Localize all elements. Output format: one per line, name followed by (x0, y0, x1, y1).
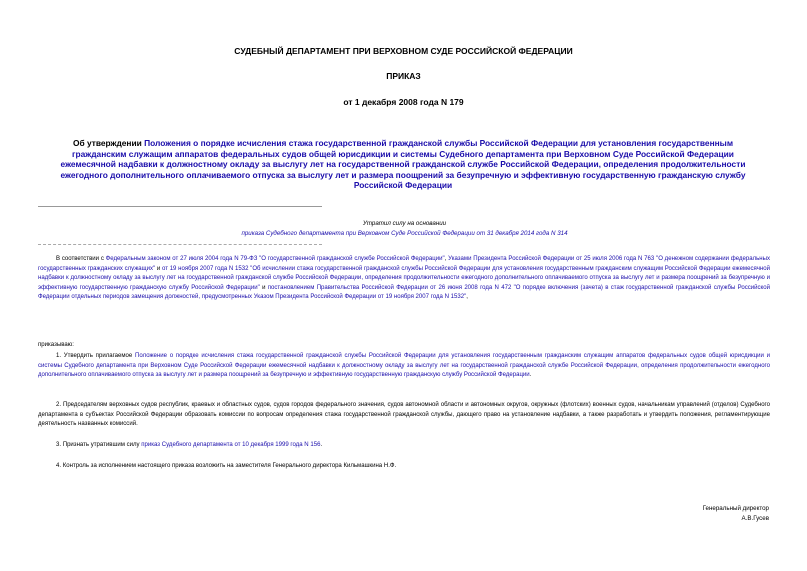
item-4-paragraph: 4. Контроль за исполнением настоящего приказа возложить на заместителя Генерального директора Кильмашкина Н.Ф. (56, 463, 397, 469)
preamble-text-2: , (444, 256, 449, 262)
item-2-paragraph: 2. Председателям верховных судов республик, краевых и областных судов, судов городов федерального значения, судов автономной области и автономных округов, окружных (флотских) военных судов, начальникам управлений (отделов) Судебного департамента в субъектах Российской Федерации образовать комиссии по вопросам определения стажа государственной гражданской службы, дающего право на установление надбавки, а также разработать и утвердить положения, регламентирующие деятельность названных комиссий. (38, 402, 770, 428)
resolution-472-link[interactable]: постановлением Правительства Российской Федерации от 26 июня 2008 года N 472 "О порядке включения (зачета) в стаж государственной гражданской службы Российской Федерации отдельных периодов замещения должностей, предусмотренных Указом Президента Российской Федерации от 19 ноября 2007 года N 1532" (38, 284, 770, 301)
title-regulation-link[interactable]: Положения о порядке исчисления стажа государственной гражданской службы Российской Федерации для установления государственным гражданским служащим аппаратов федеральных судов общей юрисдикции и системы Судебного департамента при Верховном Суде Российской Федерации ежемесячной надбавки к должностному окладу за выслугу лет на государственной гражданской службе Российской Федерации, определения продолжительности ежегодного дополнительного оплачиваемого отпуска за выслугу лет и размера поощрений за безупречную и эффективную государственную гражданскую службу Российской Федерации (60, 138, 746, 190)
decree-1532-link[interactable]: от 19 ноября 2007 года N 1532 "Об исчислении стажа государственной гражданской службы Российской Федерации для установления государственным гражданским служащим Российской Федерации ежемесячной надбавки к должностному окладу за выслугу лет на государственной гражданской службе Российской Федерации, определения продолжительности ежегодного дополнительного оплачиваемого отпуска за выслугу лет и размера поощрений за безупречную и эффективную государственную гражданскую службу Российской Федерации" (38, 265, 770, 291)
org-header: СУДЕБНЫЙ ДЕПАРТАМЕНТ ПРИ ВЕРХОВНОМ СУДЕ РОССИЙСКОЙ ФЕДЕРАЦИИ (234, 46, 573, 56)
lost-force-note (38, 219, 771, 239)
item-1-prefix: 1. Утвердить прилагаемое (56, 353, 136, 359)
preamble-text-1: В соответствии с (56, 256, 106, 262)
separator-top (38, 206, 322, 207)
item-3-paragraph (38, 441, 770, 451)
item-1-paragraph (38, 352, 770, 381)
preamble-text-3: и (155, 265, 162, 272)
item-1-regulation-link[interactable]: Положение о порядке исчисления стажа государственной гражданской службы Российской Федерации для установления государственным гражданским служащим аппаратов федеральных судов общей юрисдикции и системы Судебного департамента при Верховном Суде Российской Федерации ежемесячной надбавки к должностному окладу за выслугу лет на государственной гражданской службе Российской Федерации, определения продолжительности ежегодного дополнительного оплачиваемого отпуска за выслугу лет и размера поощрений за безупречную и эффективную государственную гражданскую службу Российской Федерации (38, 353, 770, 379)
decree-763-link[interactable]: Указами Президента Российской Федерации от 25 июля 2006 года N 763 "О денежном содержании федеральных государственных гражданских служащих" (38, 256, 770, 272)
order-word: приказываю: (38, 342, 74, 348)
federal-law-link[interactable]: Федеральным законом от 27 июля 2004 года N 79-ФЗ "О государственной гражданской службе Российской Федерации" (105, 256, 445, 262)
separator-bottom (38, 244, 322, 245)
signature-position: Генеральный директор (702, 505, 769, 512)
doc-date-number: от 1 декабря 2008 года N 179 (343, 97, 464, 107)
item-1-suffix: . (529, 372, 532, 379)
doc-title (60, 138, 746, 191)
item-3-order-link[interactable]: приказ Судебного департамента от 10 декабря 1999 года N 156 (141, 442, 321, 448)
lost-force-link[interactable]: приказа Судебного департамента при Верховном Суде Российской Федерации от 31 декабря 2014 года N 314 (241, 230, 568, 237)
preamble-text-5: , (466, 294, 468, 301)
item-3-suffix: . (320, 442, 323, 448)
signature-block (569, 504, 769, 523)
signature-name: А.В.Гусев (741, 514, 769, 522)
preamble-paragraph (38, 255, 770, 303)
doc-type: ПРИКАЗ (386, 71, 421, 81)
lost-force-line1: Утратил силу на основании (362, 220, 447, 227)
preamble-text-4: и (259, 284, 268, 291)
title-prefix: Об утверждении (72, 138, 145, 148)
item-3-prefix: 3. Признать утратившим силу (56, 442, 142, 448)
